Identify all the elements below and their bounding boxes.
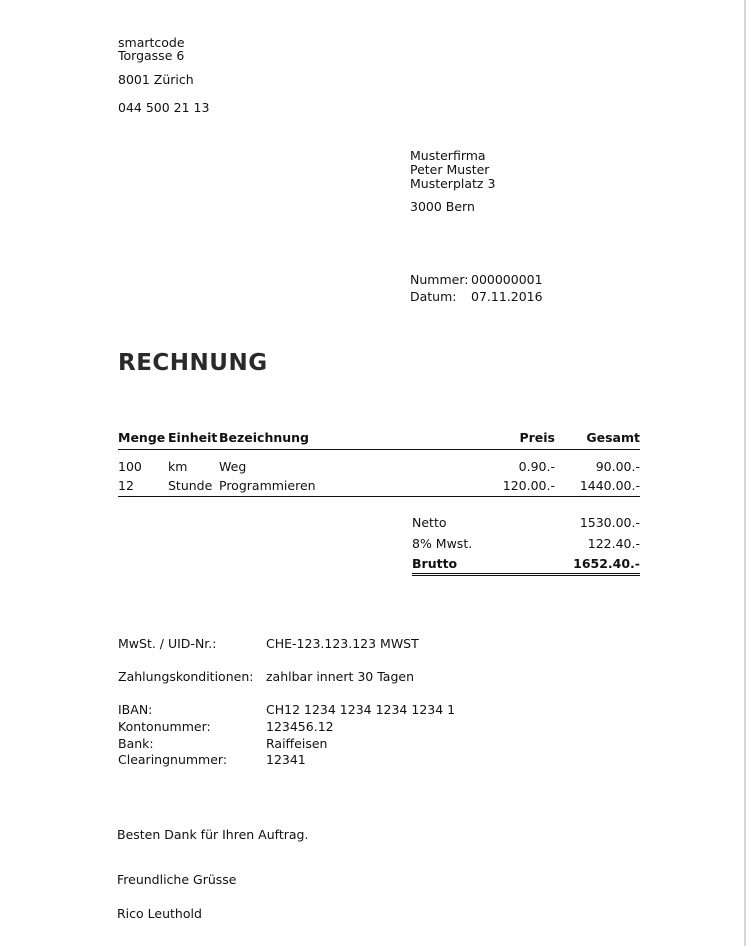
column-header: Einheit [168, 428, 219, 450]
cell-unit: Stunde [168, 476, 219, 497]
cell-price: 120.00.- [448, 476, 555, 497]
cell-quantity: 12 [118, 476, 168, 497]
invoice-number: 000000001 [471, 272, 543, 287]
document-title: RECHNUNG [118, 350, 268, 376]
greeting-text: Freundliche Grüsse [117, 872, 237, 887]
invoice-number-label: Nummer: [410, 272, 469, 287]
account-value: 123456.12 [266, 719, 334, 734]
sender-street: Torgasse 6 [118, 48, 185, 63]
totals-row-net [412, 512, 640, 533]
recipient-city: 3000 Bern [410, 199, 475, 214]
sender-city: 8001 Zürich [118, 72, 194, 87]
clearing-value: 12341 [266, 752, 306, 767]
totals-row-vat [412, 533, 640, 554]
vat-label: 8% Mwst. [412, 536, 473, 551]
vat-id-value: CHE-123.123.123 MWST [266, 636, 419, 651]
bank-value: Raiffeisen [266, 736, 328, 751]
table-row [118, 450, 640, 477]
vat-value: 122.40.- [587, 536, 640, 551]
clearing-label: Clearingnummer: [118, 752, 228, 767]
account-label: Kontonummer: [118, 719, 211, 734]
totals-row-gross [412, 554, 640, 575]
terms-value: zahlbar innert 30 Tagen [266, 669, 414, 684]
sender-phone: 044 500 21 13 [118, 100, 210, 115]
table-header-row [118, 428, 640, 450]
cell-description: Programmieren [219, 476, 448, 497]
line-items-table [118, 428, 640, 497]
totals-table [412, 512, 640, 576]
cell-unit: km [168, 459, 188, 474]
column-header: Preis [448, 428, 555, 450]
invoice-date-label: Datum: [410, 289, 457, 304]
net-value: 1530.00.- [579, 515, 640, 530]
column-header: Menge [118, 428, 168, 450]
column-header: Bezeichnung [219, 428, 448, 450]
recipient-company: Musterfirma [410, 148, 486, 163]
vat-id-label: MwSt. / UID-Nr.: [118, 636, 217, 651]
signature-name: Rico Leuthold [117, 906, 202, 921]
cell-quantity: 100 [118, 459, 142, 474]
thanks-text: Besten Dank für Ihren Auftrag. [117, 827, 309, 842]
gross-value: 1652.40.- [520, 554, 640, 575]
cell-total: 90.00.- [595, 459, 640, 474]
invoice-date: 07.11.2016 [471, 289, 543, 304]
gross-label: Brutto [412, 554, 520, 575]
sender-company: smartcode [118, 35, 185, 50]
table-row [118, 476, 640, 497]
column-header: Gesamt [555, 428, 640, 450]
cell-price: 0.90.- [518, 459, 555, 474]
iban-label: IBAN: [118, 702, 153, 717]
iban-value: CH12 1234 1234 1234 1234 1 [266, 702, 456, 717]
terms-label: Zahlungskonditionen: [118, 669, 254, 684]
recipient-street: Musterplatz 3 [410, 176, 496, 191]
bank-label: Bank: [118, 736, 154, 751]
cell-description: Weg [219, 459, 247, 474]
cell-total: 1440.00.- [555, 476, 640, 497]
recipient-person: Peter Muster [410, 162, 490, 177]
page-edge [744, 0, 746, 946]
net-label: Netto [412, 515, 447, 530]
